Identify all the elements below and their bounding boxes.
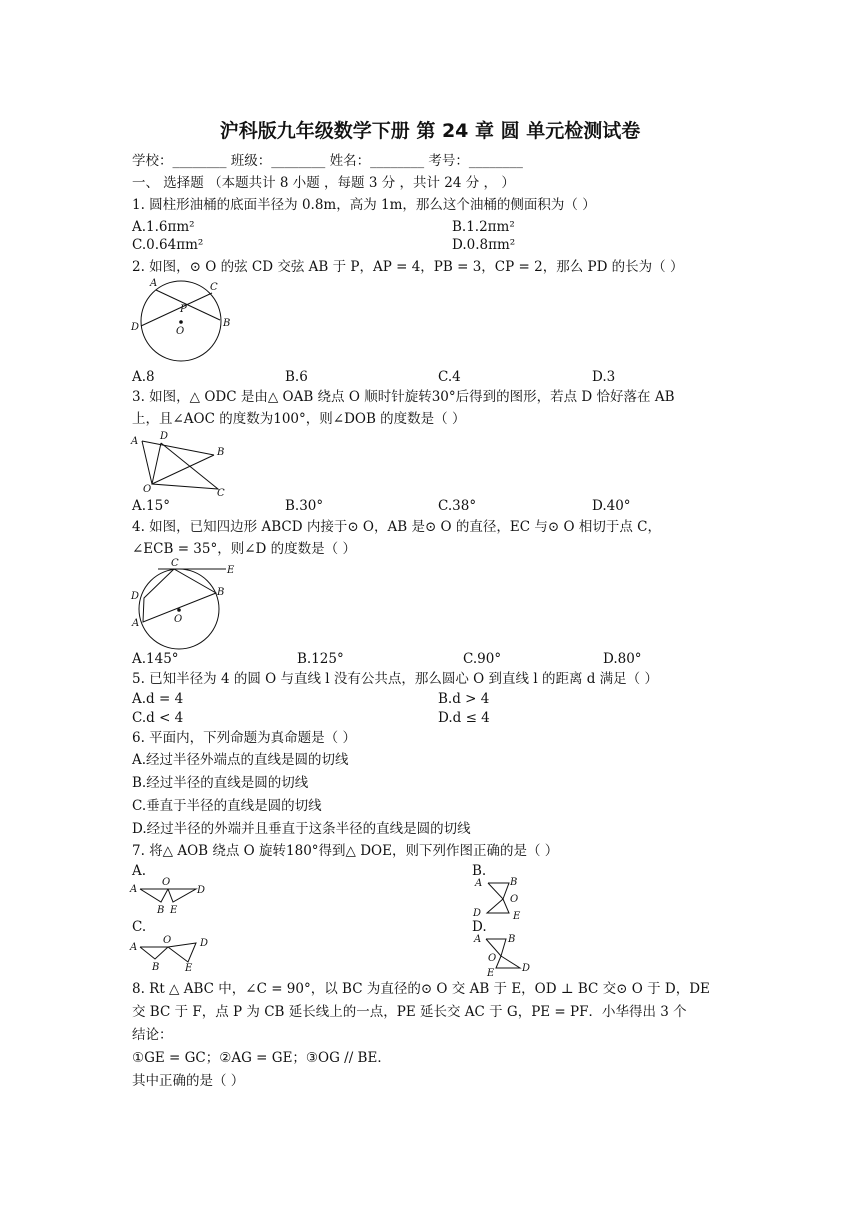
label-o: O xyxy=(162,877,171,888)
triangle-aob xyxy=(140,889,168,902)
section-heading: 一、 选择题 （本题共计 8 小题 ，每题 3 分 ，共计 24 分 ， ） xyxy=(132,175,515,191)
question-4-option-b: B.125° xyxy=(297,651,344,667)
question-3-option-d: D.40° xyxy=(592,498,631,514)
question-7-option-c-label: C. xyxy=(132,919,147,935)
question-6-option-a: A.经过半径外端点的直线是圆的切线 xyxy=(132,752,349,768)
question-3-stem-line2: 上，且∠AOC 的度数为100°，则∠DOB 的度数是（ ） xyxy=(132,411,466,427)
label-c: C xyxy=(210,282,218,293)
question-1-option-c: C.0.64πm² xyxy=(132,237,204,253)
question-6-option-c: C.垂直于半径的直线是圆的切线 xyxy=(132,798,322,814)
question-8-stem-line2: 交 BC 于 F，点 P 为 CB 延长线上的一点，PE 延长交 AC 于 G，PE = PF．小华得出 3 个 xyxy=(132,1004,687,1020)
student-info-line: 学校：________ 班级：________ 姓名：________ 考号：________ xyxy=(132,153,523,169)
question-7-figure-d xyxy=(470,930,542,978)
label-d: D xyxy=(473,908,482,919)
question-2-option-c: C.4 xyxy=(438,369,461,385)
question-1-option-d: D.0.8πm² xyxy=(452,237,516,253)
label-b: B xyxy=(217,447,225,458)
label-o: O xyxy=(174,614,183,625)
question-5-option-d: D.d ≤ 4 xyxy=(438,710,490,726)
label-a: A xyxy=(130,942,138,953)
question-7-option-a-label: A. xyxy=(132,863,147,879)
label-o: O xyxy=(163,935,172,946)
question-2-option-d: D.3 xyxy=(592,369,616,385)
label-e: E xyxy=(487,968,495,978)
label-c: C xyxy=(217,488,225,498)
question-5-option-b: B.d > 4 xyxy=(438,691,490,707)
label-b: B xyxy=(152,962,160,972)
center-point-o xyxy=(178,609,181,612)
triangle-doe xyxy=(487,899,509,913)
question-7-stem: 7. 将△ AOB 绕点 O 旋转180°得到△ DOE，则下列作图正确的是（ ） xyxy=(132,843,559,859)
label-o: O xyxy=(510,894,519,905)
label-b: B xyxy=(510,877,518,888)
question-8-conclusions: ①GE = GC；②AG = GE；③OG // BE． xyxy=(132,1050,391,1066)
question-4-stem-line1: 4. 如图，已知四边形 ABCD 内接于⊙ O，AB 是⊙ O 的直径，EC 与⊙ O 相切于点 C， xyxy=(132,519,661,535)
question-3-figure xyxy=(128,428,238,498)
label-d: D xyxy=(160,431,169,442)
label-e: E xyxy=(185,963,193,972)
label-a: A xyxy=(475,878,483,889)
label-a: A xyxy=(132,618,140,629)
label-e: E xyxy=(170,905,178,915)
label-b: B xyxy=(508,934,516,945)
label-a: A xyxy=(130,884,138,895)
label-c: C xyxy=(171,558,179,569)
label-o: O xyxy=(176,326,185,337)
question-6-option-b: B.经过半径的直线是圆的切线 xyxy=(132,775,309,791)
label-o: O xyxy=(488,953,497,964)
label-a: A xyxy=(131,436,139,447)
question-1-stem: 1. 圆柱形油桶的底面半径为 0.8m，高为 1m，那么这个油桶的侧面积为（ ） xyxy=(132,197,596,213)
label-p: P xyxy=(180,304,187,315)
question-2-stem: 2. 如图，⊙ O 的弦 CD 交弦 AB 于 P，AP = 4，PB = 3，CP = 2，那么 PD 的长为（ ） xyxy=(132,259,684,275)
label-e: E xyxy=(227,565,235,576)
question-2-option-a: A.8 xyxy=(132,369,155,385)
chord-cd xyxy=(141,293,212,326)
question-5-option-c: C.d < 4 xyxy=(132,710,184,726)
question-7-option-d-label: D. xyxy=(472,919,487,935)
question-7-figure-a xyxy=(128,875,218,915)
page-title: 沪科版九年级数学下册 第 24 章 圆 单元检测试卷 xyxy=(219,120,641,142)
question-4-stem-line2: ∠ECB = 35°，则∠D 的度数是（ ） xyxy=(132,541,356,557)
question-4-option-a: A.145° xyxy=(132,651,179,667)
question-5-option-a: A.d = 4 xyxy=(132,691,184,707)
label-d: D xyxy=(197,885,206,896)
label-d: D xyxy=(131,591,140,602)
question-7-option-b-label: B. xyxy=(472,863,487,879)
label-d: D xyxy=(522,963,531,974)
center-point-o xyxy=(180,321,183,324)
triangle-odc xyxy=(152,443,218,489)
question-3-option-a: A.15° xyxy=(132,498,170,514)
label-b: B xyxy=(217,587,225,598)
question-3-option-c: C.38° xyxy=(438,498,477,514)
label-d: D xyxy=(131,322,140,333)
triangle-doe xyxy=(496,956,520,968)
question-2-option-b: B.6 xyxy=(285,369,308,385)
question-8-ask: 其中正确的是（ ） xyxy=(132,1073,245,1089)
segment-ab xyxy=(142,441,214,455)
label-e: E xyxy=(513,911,521,922)
question-1-option-b: B.1.2πm² xyxy=(452,219,515,235)
triangle-aob xyxy=(140,947,168,959)
question-7-figure-c xyxy=(128,930,218,972)
triangle-doe xyxy=(168,943,196,962)
question-4-option-d: D.80° xyxy=(603,651,642,667)
label-b: B xyxy=(157,905,165,915)
question-2-figure xyxy=(128,276,238,368)
question-8-stem-line1: 8. Rt △ ABC 中，∠C = 90°，以 BC 为直径的⊙ O 交 AB 于 E，OD ⊥ BC 交⊙ O 于 D，DE xyxy=(132,981,710,997)
question-3-option-b: B.30° xyxy=(285,498,324,514)
label-o: O xyxy=(143,484,152,495)
triangle-aob xyxy=(488,883,509,899)
triangle-doe xyxy=(168,889,196,902)
question-3-stem-line1: 3. 如图，△ ODC 是由△ OAB 绕点 O 顺时针旋转30°后得到的图形，若点 D 恰好落在 AB xyxy=(132,389,675,405)
label-a: A xyxy=(150,278,158,289)
question-1-option-a: A.1.6πm² xyxy=(132,219,195,235)
label-d: D xyxy=(200,938,209,949)
question-8-stem-line3: 结论： xyxy=(132,1027,173,1043)
question-6-stem: 6. 平面内，下列命题为真命题是（ ） xyxy=(132,730,356,746)
question-7-figure-b xyxy=(470,873,540,923)
question-6-option-d: D.经过半径的外端并且垂直于这条半径的直线是圆的切线 xyxy=(132,821,471,837)
question-4-figure xyxy=(128,556,248,652)
label-b: B xyxy=(223,318,231,329)
label-a: A xyxy=(474,934,482,945)
question-5-stem: 5. 已知半径为 4 的圆 O 与直线 l 没有公共点，那么圆心 O 到直线 l 的距离 d 满足（ ） xyxy=(132,671,658,687)
question-4-option-c: C.90° xyxy=(463,651,502,667)
